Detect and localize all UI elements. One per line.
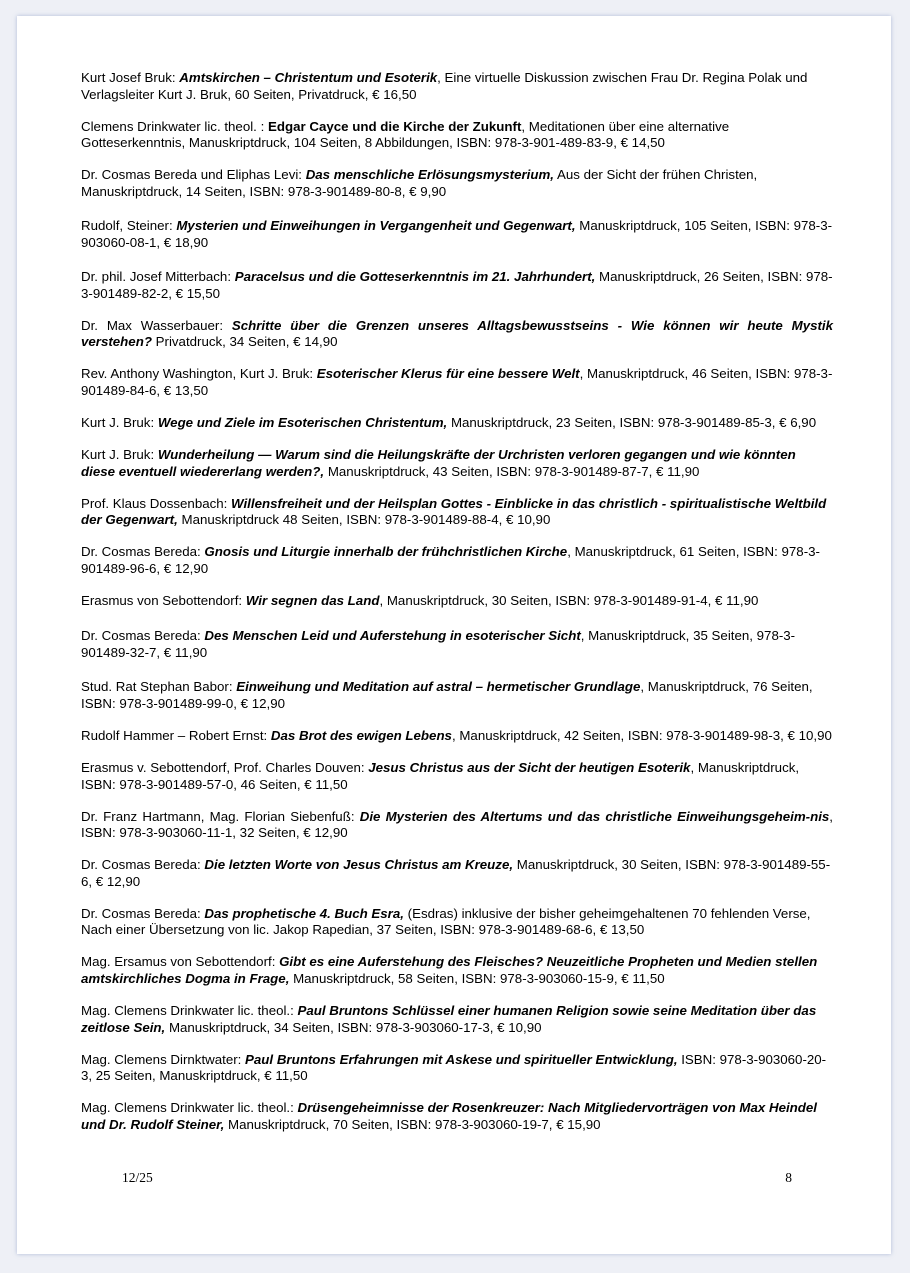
entry-title: Das prophetische 4. Buch Esra, xyxy=(204,905,404,921)
entry-author: Erasmus von Sebottendorf: xyxy=(81,592,246,608)
list-item xyxy=(81,167,833,200)
entry-author: Mag. Clemens Dirnktwater: xyxy=(81,1051,246,1067)
list-item xyxy=(81,760,833,793)
entry-title: Jesus Christus aus der Sicht der heutigen Esoterik xyxy=(368,760,691,776)
entry-details: Manuskriptdruck, 23 Seiten, ISBN: 978-3-901489-85-3, € 6,90 xyxy=(447,414,817,430)
entry-author: Dr. phil. Josef Mitterbach: xyxy=(81,269,235,285)
entry-title: Mysterien und Einweihungen in Vergangenheit und Gegenwart, xyxy=(176,218,576,234)
entry-details: , Eine virtuelle Diskussion zwischen Frau Dr. Regina Polak und Verlagsleiter Kurt J. Bruk, 60 Seiten, Privatdruck, € 16,50 xyxy=(81,70,808,102)
entry-details: , Manuskriptdruck, 42 Seiten, ISBN: 978-3-901489-98-3, € 10,90 xyxy=(451,727,832,743)
entry-author: Erasmus v. Sebottendorf, Prof. Charles Douven: xyxy=(81,760,369,776)
entry-author: Prof. Klaus Dossenbach: xyxy=(81,495,232,511)
entry-title: Paul Bruntons Schlüssel einer humanen Religion sowie seine Meditation über das zeitlose Sein, xyxy=(81,1003,817,1035)
entry-details: ISBN: 978-3-903060-20-3, 25 Seiten, Manuskriptdruck, € 11,50 xyxy=(81,1051,827,1084)
entry-author: Kurt J. Bruk: xyxy=(81,414,158,430)
entry-author: Rev. Anthony Washington, Kurt J. Bruk: xyxy=(81,366,317,382)
page-footer xyxy=(122,1170,792,1186)
entry-details: , Manuskriptdruck, 76 Seiten, ISBN: 978-3-901489-99-0, € 12,90 xyxy=(81,679,813,711)
entry-author: Kurt Josef Bruk: xyxy=(81,70,180,85)
entry-details: (Esdras) inklusive der bisher geheimgehaltenen 70 fehlenden Verse, Nach einer Übersetzung von lic. Jakop Rapedian, 37 Seiten, ISBN: 978-3-901489-68-6, € 13,50 xyxy=(81,905,811,938)
entry-author: Dr. Cosmas Bereda: xyxy=(81,857,205,873)
entry-title: Wir segnen das Land xyxy=(245,592,380,608)
entry-details: Manuskriptdruck, 58 Seiten, ISBN: 978-3-903060-15-9, € 11,50 xyxy=(289,970,665,986)
list-item xyxy=(81,1052,833,1085)
entry-details: , Manuskriptdruck, 61 Seiten, ISBN: 978-3-901489-96-6, € 12,90 xyxy=(81,544,820,576)
entry-title: Das Brot des ewigen Lebens xyxy=(270,727,452,743)
entry-details: , Manuskriptdruck, ISBN: 978-3-901489-57-0, 46 Seiten, € 11,50 xyxy=(81,760,800,792)
list-item xyxy=(81,119,833,152)
entry-author: Dr. Cosmas Bereda: xyxy=(81,905,205,921)
entry-title: Einweihung und Meditation auf astral – hermetischer Grundlage xyxy=(236,679,641,695)
entry-title: Wunderheilung — Warum sind die Heilungskräfte der Urchristen verloren gegangen und wie könnten diese eventuell wiedererlang werden?, xyxy=(81,447,796,479)
entry-author: Mag. Clemens Drinkwater lic. theol.: xyxy=(81,1100,298,1116)
list-item xyxy=(81,366,833,399)
entry-author: Dr. Cosmas Bereda: xyxy=(81,544,205,560)
entry-author: Dr. Max Wasserbauer: xyxy=(81,317,232,333)
entry-details: Manuskriptdruck, 34 Seiten, ISBN: 978-3-903060-17-3, € 10,90 xyxy=(165,1019,542,1035)
entry-title: Paul Bruntons Erfahrungen mit Askese und spiritueller Entwicklung, xyxy=(245,1051,678,1067)
entry-author: Mag. Clemens Drinkwater lic. theol.: xyxy=(81,1003,298,1018)
entry-details: , Manuskriptdruck, 35 Seiten, 978-3-901489-32-7, € 11,90 xyxy=(81,628,796,660)
entry-details: , ISBN: 978-3-903060-11-1, 32 Seiten, € 12,90 xyxy=(81,808,833,841)
list-item xyxy=(81,70,833,103)
list-item xyxy=(81,906,833,939)
entry-title: Wege und Ziele im Esoterischen Christentum, xyxy=(157,414,448,430)
entry-author: Mag. Ersamus von Sebottendorf: xyxy=(81,954,280,970)
entry-title: Paracelsus und die Gotteserkenntnis im 21. Jahrhundert, xyxy=(234,269,596,285)
entry-details: Manuskriptdruck, 43 Seiten, ISBN: 978-3-901489-87-7, € 11,90 xyxy=(324,463,700,479)
entry-title: Gibt es eine Auferstehung des Fleisches? Neuzeitliche Propheten und Medien stellen amtskirchliches Dogma in Frage, xyxy=(81,954,818,986)
entry-title: Esoterischer Klerus für eine bessere Welt xyxy=(316,366,580,382)
entry-title: Willensfreiheit und der Heilsplan Gottes - Einblicke in das christlich - spiritualistische Weltbild der Gegenwart, xyxy=(81,495,827,528)
entry-details: Privatdruck, 34 Seiten, € 14,90 xyxy=(151,334,338,350)
entry-title: Schritte über die Grenzen unseres Alltagsbewusstseins - Wie können wir heute Mystik verstehen? xyxy=(81,317,834,350)
list-item xyxy=(81,496,833,529)
entry-details: , Manuskriptdruck, 46 Seiten, ISBN: 978-3-901489-84-6, € 13,50 xyxy=(81,366,833,398)
list-item xyxy=(81,593,833,610)
entry-author: Rudolf Hammer – Robert Ernst: xyxy=(81,727,271,743)
entry-details: Manuskriptdruck 48 Seiten, ISBN: 978-3-901489-88-4, € 10,90 xyxy=(177,512,551,528)
entry-details: Manuskriptdruck, 26 Seiten, ISBN: 978-3-901489-82-2, € 15,50 xyxy=(81,269,833,301)
list-item xyxy=(81,318,833,351)
entry-title: Die letzten Worte von Jesus Christus am Kreuze, xyxy=(204,857,514,873)
list-item xyxy=(81,628,833,661)
entry-author: Clemens Drinkwater lic. theol. : xyxy=(81,118,268,134)
entry-title: Amtskirchen – Christentum und Esoterik xyxy=(179,70,438,85)
entry-author: Dr. Franz Hartmann, Mag. Florian Siebenfuß: xyxy=(81,808,360,824)
list-item xyxy=(81,1003,833,1036)
list-item xyxy=(81,447,833,480)
page-number: 8 xyxy=(785,1170,792,1185)
entry-details: Manuskriptdruck, 70 Seiten, ISBN: 978-3-903060-19-7, € 15,90 xyxy=(224,1116,601,1132)
page-date: 12/25 xyxy=(122,1170,153,1185)
bibliography-list xyxy=(81,70,833,1133)
entry-title: Drüsengeheimnisse der Rosenkreuzer: Nach Mitgliedervorträgen von Max Heindel und Dr. Rudolf Steiner, xyxy=(81,1100,817,1132)
list-item xyxy=(81,728,833,745)
entry-title: Das menschliche Erlösungsmysterium, xyxy=(305,167,554,183)
entry-title: Edgar Cayce und die Kirche der Zukunft xyxy=(267,118,522,134)
entry-details: , Manuskriptdruck, 30 Seiten, ISBN: 978-3-901489-91-4, € 11,90 xyxy=(379,592,759,608)
entry-details: , Meditationen über eine alternative Gotteserkenntnis, Manuskriptdruck, 104 Seiten, 8 Abbildungen, ISBN: 978-3-901-489-83-9, € 14,50 xyxy=(81,118,730,151)
entry-details: Manuskriptdruck, 105 Seiten, ISBN: 978-3-903060-08-1, € 18,90 xyxy=(81,218,833,250)
list-item xyxy=(81,218,833,251)
entry-title: Die Mysterien des Altertums und das christliche Einweihungsgeheim-nis xyxy=(359,808,830,824)
entry-title: Des Menschen Leid und Auferstehung in esoterischer Sicht xyxy=(204,628,581,644)
list-item xyxy=(81,544,833,577)
list-item xyxy=(81,679,833,712)
list-item xyxy=(81,1100,833,1133)
entry-author: Dr. Cosmas Bereda: xyxy=(81,628,205,644)
entry-details: Aus der Sicht der frühen Christen, Manuskriptdruck, 14 Seiten, ISBN: 978-3-901489-80-8, € 9,90 xyxy=(81,167,758,199)
entry-author: Dr. Cosmas Bereda und Eliphas Levi: xyxy=(81,167,306,183)
entry-details: Manuskriptdruck, 30 Seiten, ISBN: 978-3-901489-55-6, € 12,90 xyxy=(81,857,831,889)
list-item xyxy=(81,415,833,432)
list-item xyxy=(81,269,833,302)
list-item xyxy=(81,809,833,842)
entry-author: Stud. Rat Stephan Babor: xyxy=(81,679,237,695)
list-item xyxy=(81,857,833,890)
entry-author: Rudolf, Steiner: xyxy=(81,218,177,234)
entry-title: Gnosis und Liturgie innerhalb der frühchristlichen Kirche xyxy=(204,544,568,560)
entry-author: Kurt J. Bruk: xyxy=(81,447,158,463)
list-item xyxy=(81,954,833,987)
document-page xyxy=(17,16,891,1254)
